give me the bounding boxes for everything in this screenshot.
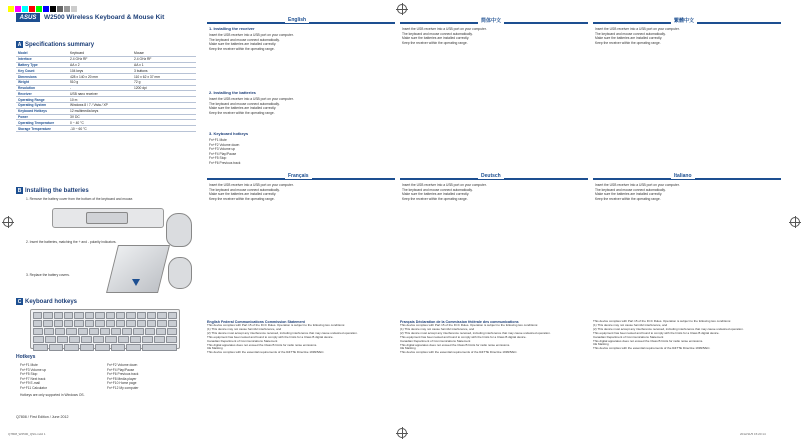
text-line: This digital apparatus does not exceed the Class B limits for radio noise emissions.	[207, 343, 318, 347]
color-swatch	[64, 6, 70, 12]
text-line: Insert the USB receiver into a USB port on your computer.	[595, 27, 680, 31]
hotkey-item: Fn+F1 Mute	[20, 363, 38, 367]
text-line: This device complies with the essential requirements of the R&TTE Directive 1999/5/EC.	[400, 351, 518, 355]
keyboard-key	[49, 344, 64, 351]
compliance-title-en: English Federal Communications Commission Statement	[207, 320, 305, 324]
hotkey-item: Fn+F7 Next track	[20, 376, 46, 381]
spec-cell: Windows 8 / 7 / Vista / XP	[68, 103, 132, 109]
text-line: Keep the receiver within the operating range.	[595, 196, 661, 201]
keyboard-key	[33, 344, 48, 351]
text-line: This equipment has been tested and found to comply with the limits for a Class B digital device.	[207, 335, 334, 339]
section-c-title: Keyboard hotkeys	[25, 298, 78, 305]
text-line: Make sure the batteries are installed correctly.	[209, 192, 277, 197]
spec-cell: Key Count	[16, 68, 68, 74]
keyboard-key	[69, 336, 80, 343]
spec-cell: 72 g	[132, 79, 196, 85]
chinese-simplified-label: 简体中文	[478, 17, 504, 24]
chinese-traditional-panel	[593, 18, 781, 174]
hotkey-item: Fn+F8 Media player	[107, 376, 137, 381]
text-line: Keep the receiver within the operating range.	[402, 40, 468, 45]
keyboard-key	[64, 312, 73, 319]
text-line: This equipment has been tested and found to comply with the limits for a Class B digital device.	[593, 331, 720, 335]
section-b-badge: B	[17, 187, 22, 194]
hotkey-item: Fn+F6 Previous track	[107, 372, 139, 377]
footer-left: Q7808_W2500_QSG.indd 1	[8, 432, 46, 436]
keyboard-key	[111, 328, 121, 335]
text-line: (1) This device may not cause harmful interference, and	[593, 323, 668, 327]
keyboard-key	[95, 312, 104, 319]
spec-cell: 3 buttons	[132, 68, 196, 74]
section-c-badge: C	[17, 298, 22, 305]
text-line: Canadian Department of Communications Statement	[207, 339, 278, 343]
english-panel	[207, 17, 395, 174]
english-lines-1	[209, 33, 393, 51]
keyboard-key	[137, 312, 146, 319]
keyboard-key	[54, 312, 63, 319]
french-panel	[207, 173, 395, 315]
text-line: Insert the USB receiver into a USB port on your computer.	[209, 33, 294, 37]
registration-mark	[3, 217, 13, 227]
spec-cell: 428 x 140 x 20 mm	[68, 74, 132, 80]
text-line: The keyboard and mouse connect automatically.	[595, 187, 666, 192]
german-label: Deutsch	[478, 173, 504, 179]
keyboard-key	[95, 344, 110, 351]
hotkey-item: Fn+F9 E-mail	[20, 381, 40, 386]
text-line: (2) This device must accept any interference received, including interference that may cause undesired operation.	[207, 331, 358, 335]
spec-cell: USB nano receiver	[68, 91, 132, 97]
spec-cell: 104 keys	[68, 68, 132, 74]
spec-cell: Battery Type	[16, 62, 68, 68]
color-swatch	[29, 6, 35, 12]
asus-logo: ASUS	[16, 13, 40, 22]
keyboard-key	[44, 328, 54, 335]
spec-cell: AA x 2	[68, 62, 132, 68]
french-lines	[209, 183, 393, 201]
text-line: Insert the USB receiver into a USB port on your computer.	[209, 97, 294, 101]
spec-cell: 2.4 GHz RF	[132, 56, 196, 62]
color-swatch	[8, 6, 14, 12]
spec-cell: Model	[16, 51, 68, 56]
hotkey-item: Fn+F2 Volume down	[107, 363, 138, 367]
keyboard-key	[106, 320, 115, 327]
compliance-right	[593, 320, 781, 351]
text-line: Keep the receiver within the operating range.	[402, 196, 468, 201]
spec-cell: Dimensions	[16, 74, 68, 80]
battery-steps	[26, 197, 196, 202]
chinese-traditional-lines	[595, 27, 779, 45]
spec-cell: Receiver	[16, 91, 68, 97]
text-line: Keep the receiver within the operating range.	[209, 196, 275, 201]
spec-cell: -	[68, 85, 132, 91]
keyboard-key	[95, 320, 104, 327]
chinese-traditional-label: 繁體中文	[671, 17, 697, 24]
section-a-title: Specifications summary	[25, 41, 95, 48]
spec-cell: Operating Temperature	[16, 120, 68, 126]
product-title: W2500 Wireless Keyboard & Mouse Kit	[44, 14, 165, 21]
text-line: (2) This device must accept any interference received, including interference that may cause undesired operation.	[400, 331, 551, 335]
spec-cell: 10 m	[68, 97, 132, 103]
keyboard-key	[168, 312, 177, 319]
keyboard-key	[85, 312, 94, 319]
chinese-simplified-panel	[400, 18, 588, 174]
spec-cell: Resolution	[16, 85, 68, 91]
text-line: Make sure the batteries are installed correctly.	[595, 192, 663, 197]
italian-panel	[593, 173, 781, 315]
registration-mark	[790, 217, 800, 227]
text-line: Make sure the batteries are installed correctly.	[209, 42, 277, 47]
battery-step: 2. Insert the batteries, matching the + and - polarity indicators.	[26, 240, 117, 244]
keyboard-key	[130, 336, 141, 343]
text-line: Fn+F5 Stop	[209, 156, 227, 161]
german-lines	[402, 183, 586, 201]
keyboard-key	[133, 328, 143, 335]
keyboard-key	[154, 336, 165, 343]
text-line: This device complies with Part 15 of the FCC Rules. Operation is subject to the following two conditions:	[207, 324, 346, 327]
text-line: This digital apparatus does not exceed the Class B limits for radio noise emissions.	[400, 343, 511, 347]
section-a-badge: A	[17, 41, 22, 48]
text-line: CE Marking	[207, 347, 223, 351]
english-section-1: 1. Installing the receiver	[209, 26, 255, 31]
spec-cell	[132, 126, 196, 132]
hotkeys-title: Hotkeys	[16, 354, 36, 360]
keyboard-key	[100, 328, 110, 335]
keyboard-key	[33, 336, 44, 343]
keyboard-key	[55, 328, 65, 335]
registration-mark	[397, 4, 407, 14]
compliance-title-fr: Français Déclaration de la Commission fédérale des communications	[400, 320, 519, 324]
text-line: Keep the receiver within the operating range.	[209, 46, 275, 51]
text-line: Insert the USB receiver into a USB port on your computer.	[402, 27, 487, 31]
german-panel	[400, 173, 588, 315]
text-line: Canadian Department of Communications Statement	[593, 335, 664, 339]
keyboard-key	[105, 336, 116, 343]
keyboard-key	[57, 336, 68, 343]
keyboard-key	[116, 312, 125, 319]
text-line: Make sure the batteries are installed correctly.	[402, 192, 470, 197]
keyboard-key	[89, 328, 99, 335]
text-line: The keyboard and mouse connect automatically.	[402, 187, 473, 192]
text-line: The keyboard and mouse connect automatically.	[595, 31, 666, 36]
battery-cover-illustration	[86, 212, 128, 224]
keyboard-key	[85, 320, 94, 327]
keyboard-key	[33, 320, 42, 327]
keyboard-key	[156, 328, 166, 335]
text-line: This digital apparatus does not exceed the Class B limits for radio noise emissions.	[593, 339, 704, 343]
text-line: Fn+F4 Play/Pause	[209, 151, 237, 156]
keyboard-key	[166, 336, 177, 343]
spec-cell: -10 ~ 60 °C	[68, 126, 132, 132]
text-line: Fn+F2 Volume down	[209, 142, 240, 147]
footer-right: 2012/11/5 15:20:14	[740, 432, 766, 436]
text-line: This device complies with the essential requirements of the R&TTE Directive 1999/5/EC.	[207, 351, 325, 355]
hotkey-item: Fn+F12 My computer	[107, 385, 139, 390]
keyboard-key	[147, 312, 156, 319]
spec-cell: 3V DC	[68, 114, 132, 120]
compliance-left	[207, 320, 395, 355]
text-line: This device complies with Part 15 of the FCC Rules. Operation is subject to the following two conditions:	[400, 324, 539, 327]
keyboard-key	[122, 328, 132, 335]
hotkey-item: Fn+F10 Home page	[107, 381, 137, 386]
text-line: (1) This device may not cause harmful interference, and	[207, 327, 282, 331]
keyboard-key	[126, 344, 141, 351]
keyboard-key	[78, 328, 88, 335]
keyboard-key	[167, 328, 177, 335]
keyboard-key	[147, 320, 156, 327]
keyboard-hotkey-illustration	[30, 309, 180, 349]
keyboard-key	[157, 320, 166, 327]
color-swatch	[15, 6, 21, 12]
spec-cell: Operating Range	[16, 97, 68, 103]
keyboard-key	[116, 320, 125, 327]
text-line: This equipment has been tested and found to comply with the limits for a Class B digital device.	[400, 335, 527, 339]
mouse-illustration	[166, 213, 192, 247]
keyboard-key	[118, 336, 129, 343]
text-line: (1) This device may not cause harmful interference, and	[400, 327, 475, 331]
arrow-icon	[132, 279, 140, 286]
chinese-simplified-lines	[402, 27, 586, 45]
hotkey-item: Fn+F4 Play/Pause	[107, 367, 135, 372]
text-line: The keyboard and mouse connect automatically.	[209, 37, 280, 42]
keyboard-key	[74, 320, 83, 327]
keyboard-key	[168, 320, 177, 327]
keyboard-key	[142, 336, 153, 343]
color-swatch	[22, 6, 28, 12]
text-line: Insert the USB receiver into a USB port on your computer.	[595, 183, 680, 187]
spec-cell: 1200 dpi	[132, 85, 196, 91]
keyboard-key	[145, 328, 155, 335]
spec-cell: 2.4 GHz RF	[68, 56, 132, 62]
english-lines-2	[209, 97, 393, 115]
keyboard-key	[111, 344, 126, 351]
text-line: Keep the receiver within the operating range.	[595, 40, 661, 45]
hotkey-item: Fn+F5 Stop	[20, 372, 38, 377]
text-line: Make sure the batteries are installed correctly.	[402, 36, 470, 41]
keyboard-key	[74, 312, 83, 319]
text-line: Canadian Department of Communications Statement	[400, 339, 471, 343]
keyboard-key	[126, 312, 135, 319]
keyboard-key	[142, 344, 177, 351]
text-line: This device complies with the essential requirements of the R&TTE Directive 1999/5/EC.	[593, 347, 711, 351]
spec-cell: Power	[16, 114, 68, 120]
color-swatches	[8, 0, 128, 14]
spec-cell: 12 multimedia keys	[68, 108, 132, 114]
text-line: This device complies with Part 15 of the FCC Rules. Operation is subject to the following two conditions:	[593, 320, 732, 323]
registration-mark	[397, 428, 407, 438]
italian-label: Italiano	[671, 173, 695, 179]
spec-cell: Keyboard Hotkeys	[16, 108, 68, 114]
english-section-3: 3. Keyboard hotkeys	[209, 131, 249, 136]
spec-cell: Keyboard	[68, 51, 132, 56]
keyboard-key	[54, 320, 63, 327]
keyboard-key	[64, 320, 73, 327]
section-b-title: Installing the batteries	[25, 187, 89, 194]
keyboard-key	[64, 344, 79, 351]
spec-cell: Operating System	[16, 103, 68, 109]
mouse-illustration-2	[168, 257, 192, 289]
text-line: The keyboard and mouse connect automatically.	[209, 187, 280, 192]
keyboard-key	[126, 320, 135, 327]
keyboard-key	[80, 344, 95, 351]
spec-cell: Mouse	[132, 51, 196, 56]
text-line: Insert the USB receiver into a USB port on your computer.	[402, 183, 487, 187]
text-line: Keep the receiver within the operating range.	[209, 110, 275, 115]
text-line: Fn+F3 Volume up	[209, 147, 236, 152]
hotkeys-list	[20, 363, 190, 391]
keyboard-key	[81, 336, 92, 343]
copyright: Q7808 / First Edition / June 2012	[16, 415, 69, 419]
spec-cell: Storage Temperature	[16, 126, 68, 132]
english-lines-3	[209, 138, 393, 166]
keyboard-key	[66, 328, 76, 335]
text-line: Fn+F6 Previous track	[209, 160, 241, 165]
text-line: CE Marking	[400, 347, 416, 351]
spec-cell: 0 ~ 40 °C	[68, 120, 132, 126]
color-swatch	[43, 6, 49, 12]
english-section-2: 2. Installing the batteries	[209, 90, 256, 95]
spec-cell: 110 x 62 x 37 mm	[132, 74, 196, 80]
spec-cell: Weight	[16, 79, 68, 85]
spec-row	[16, 126, 196, 132]
text-line: (2) This device must accept any interference received, including interference that may cause undesired operation.	[593, 327, 744, 331]
hotkey-item: Fn+F3 Volume up	[20, 367, 47, 372]
text-line: Fn+F1 Mute	[209, 138, 227, 142]
text-line: Insert the USB receiver into a USB port on your computer.	[209, 183, 294, 187]
keyboard-key	[93, 336, 104, 343]
text-line: Make sure the batteries are installed correctly.	[595, 36, 663, 41]
color-swatch	[36, 6, 42, 12]
compliance-middle	[400, 320, 588, 355]
spec-cell: 510 g	[68, 79, 132, 85]
keyboard-key	[106, 312, 115, 319]
keyboard-key	[33, 312, 42, 319]
keyboard-key	[137, 320, 146, 327]
color-swatch	[50, 6, 56, 12]
text-line: The keyboard and mouse connect automatically.	[209, 101, 280, 106]
keyboard-key	[43, 312, 52, 319]
hotkey-item: Fn+F11 Calculator	[20, 385, 47, 390]
keyboard-key	[45, 336, 56, 343]
keyboard-key	[157, 312, 166, 319]
keyboard-key	[43, 320, 52, 327]
hotkeys-note: Hotkeys are only supported in Windows OS.	[20, 393, 85, 397]
italian-lines	[595, 183, 779, 201]
text-line: Make sure the batteries are installed correctly.	[209, 106, 277, 111]
left-panel	[16, 13, 196, 433]
color-swatch	[57, 6, 63, 12]
spec-cell: AA x 1	[132, 62, 196, 68]
text-line: CE Marking	[593, 343, 609, 347]
spec-table	[16, 51, 196, 132]
spec-cell: Interface	[16, 56, 68, 62]
keyboard-key	[33, 328, 43, 335]
battery-step: 3. Replace the battery covers.	[26, 273, 70, 277]
battery-step: 1. Remove the battery cover from the bottom of the keyboard and mouse.	[26, 197, 134, 201]
french-label: Français	[285, 173, 312, 179]
text-line: The keyboard and mouse connect automatically.	[402, 31, 473, 36]
english-label: English	[285, 17, 309, 23]
color-swatch	[71, 6, 77, 12]
